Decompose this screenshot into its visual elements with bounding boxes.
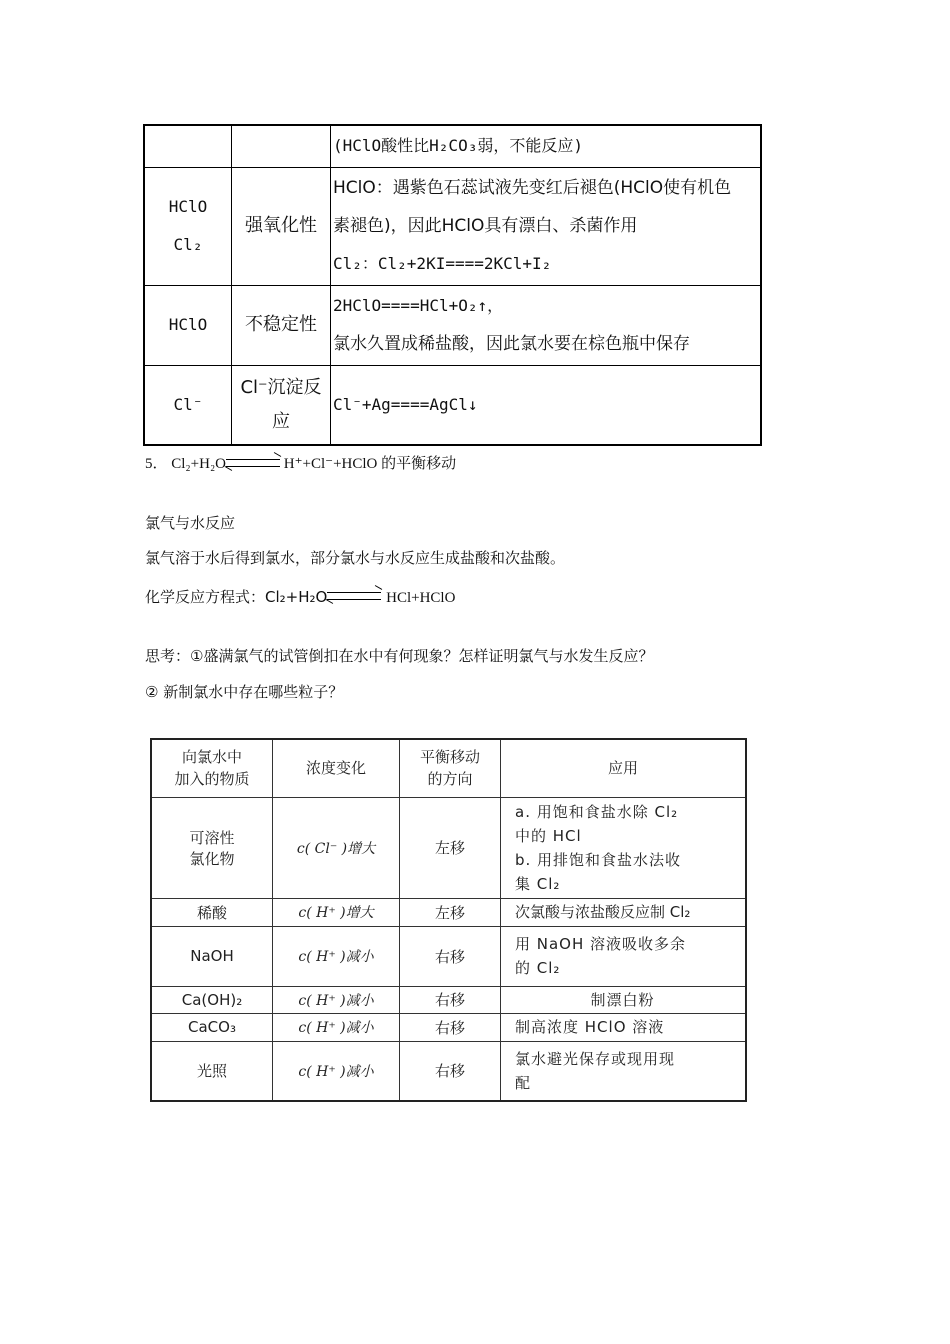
desc-line: 氯水久置成稀盐酸，因此氯水要在棕色瓶中保存 — [333, 334, 690, 354]
desc-equation: Cl₂：Cl₂+2KI====2KCl+I₂ — [333, 254, 552, 273]
substance-cell: 光照 — [151, 1041, 273, 1101]
direction-cell: 左移 — [400, 898, 501, 926]
species-cell: HClO — [144, 285, 232, 365]
properties-table — [143, 124, 762, 446]
substance-cell: 可溶性 氯化物 — [151, 797, 273, 898]
table-row — [144, 285, 761, 365]
substance-cell: CaCO₃ — [151, 1013, 273, 1041]
species-b: Cl₂ — [173, 235, 203, 254]
desc-line: HClO：遇紫色石蕊试液先变红后褪色(HClO使有机色 — [333, 178, 732, 198]
application-cell: 氯水避光保存或现用现 配 — [501, 1041, 747, 1101]
description-cell — [331, 365, 762, 445]
header-substance: 向氯水中 加入的物质 — [151, 739, 273, 797]
property-cell: 不稳定性 — [232, 285, 331, 365]
table-row — [151, 986, 746, 1013]
desc-equation: Cl⁻+Ag====AgCl↓ — [333, 394, 478, 414]
concentration-cell: c( H⁺ )减小 — [273, 1041, 400, 1101]
description-cell — [331, 125, 762, 167]
paragraph: 氯气与水反应 — [145, 514, 236, 532]
concentration-cell: c( Cl⁻ )增大 — [273, 797, 400, 898]
direction-cell: 左移 — [400, 797, 501, 898]
substance-cell: NaOH — [151, 926, 273, 986]
species-cell — [144, 125, 232, 167]
description-cell — [331, 285, 762, 365]
header-direction: 平衡移动 的方向 — [400, 739, 501, 797]
equation-line: 化学反应方程式：Cl₂+H₂O HCl+HClO — [145, 588, 456, 606]
table-header-row — [151, 739, 746, 797]
concentration-cell: c( H⁺ )减小 — [273, 986, 400, 1013]
section-heading: 5． Cl₂+H₂O H⁺+Cl⁻+HClO 的平衡移动 — [145, 456, 457, 472]
direction-cell: 右移 — [400, 986, 501, 1013]
table-row — [151, 926, 746, 986]
substance-cell: 稀酸 — [151, 898, 273, 926]
table-row — [151, 1041, 746, 1101]
concentration-cell: c( H⁺ )增大 — [273, 898, 400, 926]
desc-equation: 2HClO====HCl+O₂↑， — [333, 296, 504, 315]
application-cell: 用 NaOH 溶液吸收多余 的 Cl₂ — [501, 926, 747, 986]
concentration-cell: c( H⁺ )减小 — [273, 1013, 400, 1041]
table-row — [144, 125, 761, 167]
species-cell — [144, 167, 232, 285]
equilibrium-shift-table — [150, 738, 747, 1102]
table-row — [144, 365, 761, 445]
header-concentration: 浓度变化 — [273, 739, 400, 797]
direction-cell: 右移 — [400, 1041, 501, 1101]
note-text: (HClO酸性比H₂CO₃弱，不能反应) — [333, 136, 583, 156]
concentration-cell: c( H⁺ )减小 — [273, 926, 400, 986]
application-cell: 次氯酸与浓盐酸反应制 Cl₂ — [501, 898, 747, 926]
table-row — [151, 797, 746, 898]
direction-cell: 右移 — [400, 926, 501, 986]
header-application: 应用 — [501, 739, 747, 797]
question: ② 新制氯水中存在哪些粒子？ — [145, 683, 344, 701]
equilibrium-arrow-icon — [327, 590, 381, 606]
species-cell: Cl⁻ — [144, 365, 232, 445]
species-a: HClO — [168, 197, 208, 216]
application-cell: a. 用饱和食盐水除 Cl₂ 中的 HCl b. 用排饱和食盐水法收 集 Cl₂ — [501, 797, 747, 898]
property-line: Cl⁻沉淀反 — [240, 376, 322, 398]
table-row — [144, 167, 761, 285]
question: 思考：①盛满氯气的试管倒扣在水中有何现象？怎样证明氯气与水发生反应？ — [145, 647, 654, 665]
direction-cell: 右移 — [400, 1013, 501, 1041]
table-row — [151, 1013, 746, 1041]
desc-line: 素褪色)，因此HClO具有漂白、杀菌作用 — [333, 216, 638, 236]
description-cell — [331, 167, 762, 285]
property-cell: 强氧化性 — [232, 167, 331, 285]
property-line: 应 — [272, 410, 290, 432]
property-cell — [232, 125, 331, 167]
application-cell: 制高浓度 HClO 溶液 — [501, 1013, 747, 1041]
substance-cell: Ca(OH)₂ — [151, 986, 273, 1013]
application-cell: 制漂白粉 — [501, 986, 747, 1013]
paragraph: 氯气溶于水后得到氯水，部分氯水与水反应生成盐酸和次盐酸。 — [145, 549, 566, 567]
property-cell — [232, 365, 331, 445]
equilibrium-arrow-icon — [226, 457, 280, 473]
table-row — [151, 898, 746, 926]
